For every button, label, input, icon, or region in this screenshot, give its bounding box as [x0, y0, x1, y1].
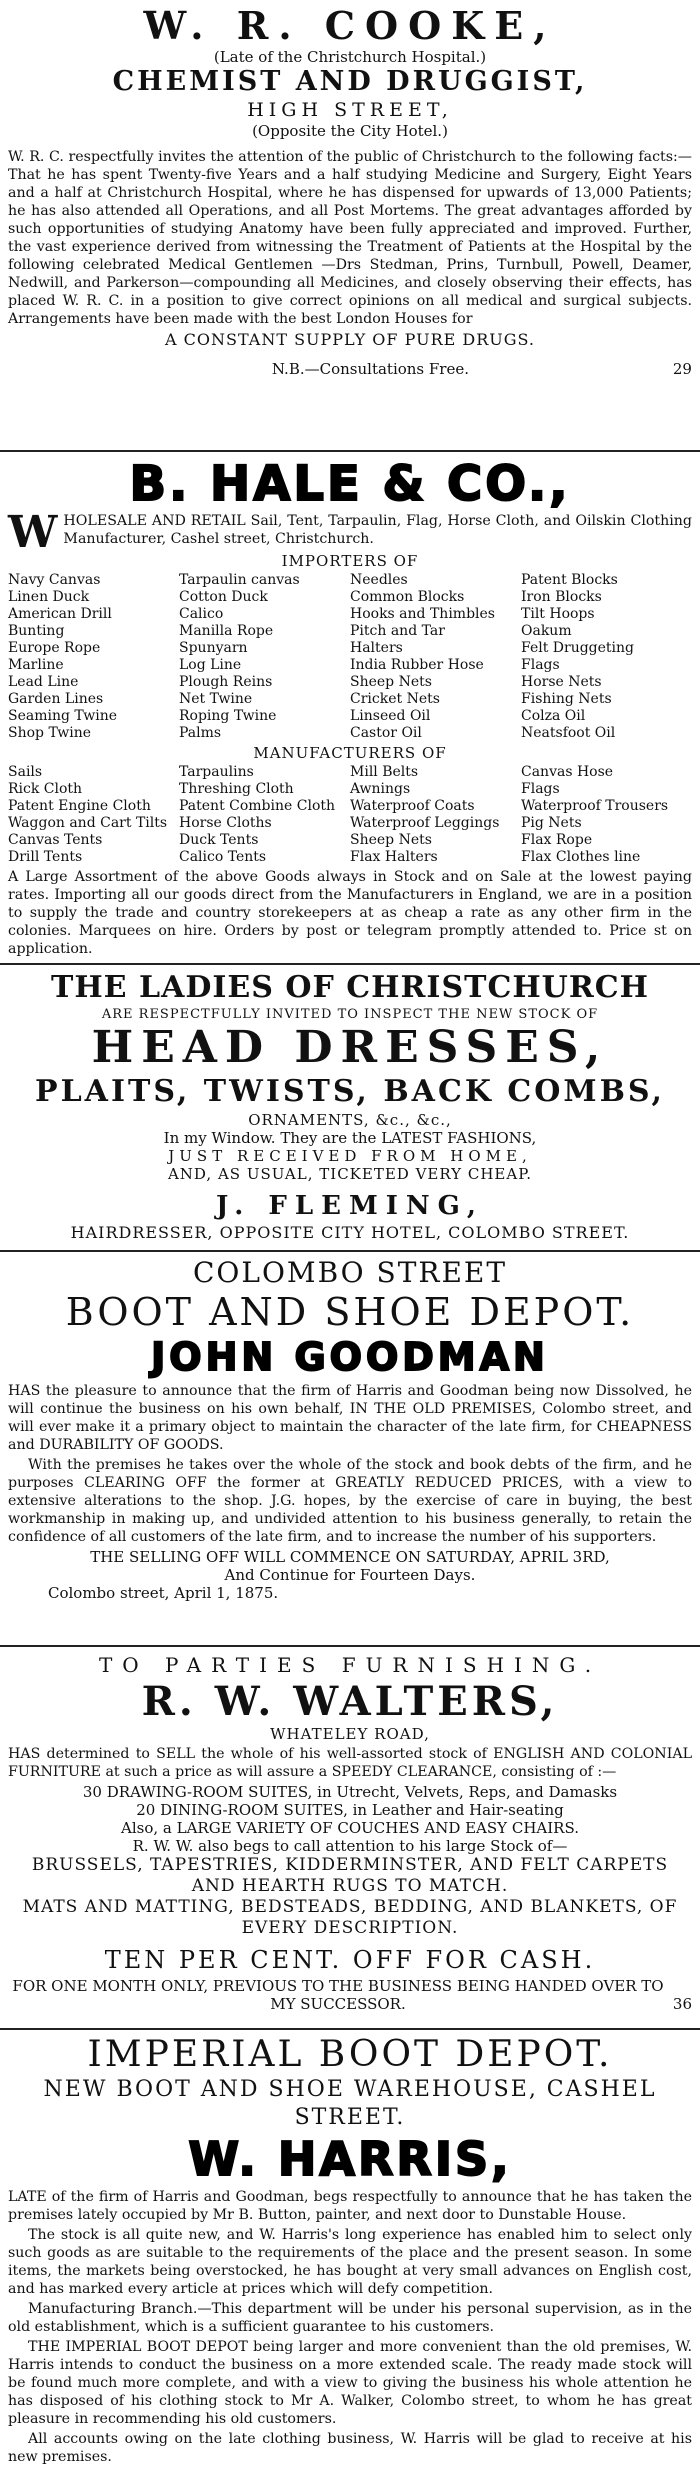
list-item: Roping Twine — [179, 708, 277, 724]
list-item: Drill Tents — [8, 849, 83, 865]
goodman-depot: BOOT AND SHOE DEPOT. — [65, 1290, 635, 1334]
list-item: Spunyarn — [179, 640, 248, 656]
walters-line1: 30 DRAWING-ROOM SUITES, in Utrecht, Velvets, Reps, and Damasks — [82, 1783, 618, 1801]
goodman-body1: HAS the pleasure to announce that the firm of Harris and Goodman being now Dissolved, he will continue the business on his own behalf, IN THE OLD PREMISES, Colombo street, and will ever make it a primary object to maintain the character of the late firm, for CHEAPNESS and DURABILITY OF GOODS. — [8, 1383, 692, 1453]
list-item: Pig Nets — [521, 815, 582, 831]
hale-manufacturers-col — [179, 764, 350, 866]
ad-cooke — [0, 0, 700, 452]
list-item: Tilt Hoops — [521, 606, 595, 622]
fleming-address: HAIRDRESSER, OPPOSITE CITY HOTEL, COLOMBO STREET. — [70, 1223, 630, 1242]
list-item: Castor Oil — [350, 725, 422, 741]
list-item: Horse Nets — [521, 674, 602, 690]
fleming-ticketed: AND, AS USUAL, TICKETED VERY CHEAP. — [167, 1165, 533, 1183]
list-item: Navy Canvas — [8, 572, 101, 588]
ad-goodman — [0, 1252, 700, 1647]
goodman-body2: With the premises he takes over the whole of the stock and book debts of the firm, and he purposes CLEARING OFF the former at GREATLY REDUCED PRICES, with a view to extensive alterations to the shop. J.G. hopes, by the exercise of care in buying, the best workmanship in making up, and undivided attention to his business generally, to retain the confidence of all customers of the late firm, and to increase the number of his supporters. — [8, 1457, 692, 1545]
list-item: Sheep Nets — [350, 674, 432, 690]
fleming-title: THE LADIES OF CHRISTCHURCH — [51, 970, 649, 1005]
hale-manufacturers-col — [8, 764, 179, 866]
list-item: Felt Druggeting — [521, 640, 635, 656]
harris-title: IMPERIAL BOOT DEPOT. — [87, 2034, 613, 2075]
list-item: Patent Blocks — [521, 572, 618, 588]
list-item: Colza Oil — [521, 708, 586, 724]
list-item: Sheep Nets — [350, 832, 432, 848]
hale-intro — [8, 507, 692, 558]
list-item: Hooks and Thimbles — [350, 606, 495, 622]
fleming-window: In my Window. They are the LATEST FASHIONS, — [163, 1129, 537, 1147]
harris-name: W. HARRIS, — [188, 2132, 512, 2186]
hale-importers-heading: IMPORTERS OF — [281, 552, 419, 570]
goodman-date: Colombo street, April 1, 1875. — [48, 1584, 279, 1602]
goodman-continue: And Continue for Fourteen Days. — [224, 1566, 476, 1584]
list-item: Duck Tents — [179, 832, 259, 848]
list-item: Rick Cloth — [8, 781, 83, 797]
list-item: Tarpaulin canvas — [179, 572, 300, 588]
walters-name: R. W. WALTERS, — [141, 1678, 559, 1725]
fleming-invite: ARE RESPECTFULLY INVITED TO INSPECT THE NEW STOCK OF — [101, 1007, 599, 1022]
hale-dropcap: W — [8, 507, 58, 558]
list-item: Linseed Oil — [350, 708, 431, 724]
list-item: Flax Clothes line — [521, 849, 641, 865]
harris-body2: The stock is all quite new, and W. Harris's long experience has enabled him to select only such goods as are suitable to the requirements of the place and the present season. In some items, the markets being overstocked, he has bought at very small advances on English cost, and has marked every article at prices which will defy competition. — [8, 2227, 692, 2297]
goodman-name: JOHN GOODMAN — [151, 1335, 549, 1379]
ad-hale — [0, 452, 700, 965]
harris-body3: Manufacturing Branch.—This department will be under his personal supervision, as in the old establishment, which is a sufficient guarantee to his customers. — [8, 2301, 692, 2335]
ad-walters — [0, 1647, 700, 2030]
list-item: Europe Rope — [8, 640, 101, 656]
hale-manufacturers-heading: MANUFACTURERS OF — [253, 744, 447, 762]
cooke-opposite: (Opposite the City Hotel.) — [252, 122, 448, 140]
harris-body4: THE IMPERIAL BOOT DEPOT being larger and more convenient than the old premises, W. Harris intends to conduct the business on a more extended scale. The ready made stock will be found much more complete, and with a view to giving the business his whole attention he has disposed of his clothing stock to Mr A. Walker, Colombo street, to whom he has great pleasure in recommending his old customers. — [8, 2339, 692, 2427]
walters-line2: 20 DINING-ROOM SUITES, in Leather and Hair-seating — [136, 1801, 564, 1819]
list-item: Mill Belts — [350, 764, 419, 780]
walters-mats: MATS AND MATTING, BEDSTEADS, BEDDING, AND BLANKETS, OF EVERY DESCRIPTION. — [22, 1897, 678, 1938]
harris-body5: All accounts owing on the late clothing business, W. Harris will be glad to receive at his new premises. — [8, 2431, 692, 2465]
list-item: Log Line — [179, 657, 242, 673]
list-item: Cricket Nets — [350, 691, 440, 707]
list-item: Oakum — [521, 623, 572, 639]
list-item: Palms — [179, 725, 222, 741]
list-item: Common Blocks — [350, 589, 465, 605]
hale-manufacturers-list — [8, 764, 692, 866]
list-item: Horse Cloths — [179, 815, 272, 831]
cooke-name: W. R. COOKE, — [143, 3, 557, 48]
list-item: Awnings — [350, 781, 411, 797]
cooke-ref: 29 — [672, 360, 692, 378]
hale-importers-col — [521, 572, 692, 742]
list-item: Waterproof Trousers — [521, 798, 669, 814]
list-item: Waterproof Leggings — [350, 815, 500, 831]
list-item: Manilla Rope — [179, 623, 274, 639]
cooke-late: (Late of the Christchurch Hospital.) — [213, 48, 487, 66]
list-item: American Drill — [8, 606, 112, 622]
list-item: Fishing Nets — [521, 691, 612, 707]
fleming-plaits: PLAITS, TWISTS, BACK COMBS, — [35, 1074, 665, 1109]
list-item: Waggon and Cart Tilts — [8, 815, 168, 831]
harris-sub: NEW BOOT AND SHOE WAREHOUSE, CASHEL STREET. — [43, 2077, 657, 2130]
list-item: Plough Reins — [179, 674, 273, 690]
list-item: Halters — [350, 640, 403, 656]
fleming-ornaments: ORNAMENTS, &c., &c., — [248, 1111, 452, 1129]
goodman-street: COLOMBO STREET — [192, 1256, 508, 1289]
list-item: Flags — [521, 657, 560, 673]
list-item: Shop Twine — [8, 725, 92, 741]
list-item: Iron Blocks — [521, 589, 602, 605]
list-item: India Rubber Hose — [350, 657, 484, 673]
list-item: Net Twine — [179, 691, 253, 707]
walters-body1: HAS determined to SELL the whole of his well-assorted stock of ENGLISH AND COLONIAL FURNITURE at such a price as will assure a SPEEDY CLEARANCE, consisting of :— — [8, 1746, 692, 1780]
cooke-body: W. R. C. respectfully invites the attention of the public of Christchurch to the following facts:—That he has spent Twenty-five Years and a half studying Medicine and Surgery, Eight Years and a half at Christchurch Hospital, where he has dispensed for upwards of 13,000 Patients; he has also attended all Operations, and all Post Mortems. The great advantages afforded by such opportunities of studying Anatomy have been fully appreciated and improved. Further, the vast experience derived from witnessing the Treatment of Patients at the Hospital by the following celebrated Medical Gentlemen —Drs Stedman, Prins, Turnbull, Powell, Deamer, Nedwill, and Parkerson—compounding all Medicines, and closely observing their effects, has placed W. R. C. in a position to give correct opinions on all medical and surgical subjects. Arrangements have been made with the best London Houses for — [8, 149, 692, 327]
list-item: Sails — [8, 764, 43, 780]
hale-manufacturers-col — [521, 764, 692, 866]
hale-body: A Large Assortment of the above Goods always in Stock and on Sale at the lowest paying rates. Importing all our goods direct from the Manufacturers in England, we are in a position to supply the trade and country storekeepers at as cheap a rate as any other firm in the colonies. Marquees on hire. Orders by post or telegram promptly attended to. Price st on application. — [8, 869, 692, 957]
list-item: Waterproof Coats — [350, 798, 475, 814]
cooke-street: HIGH STREET, — [247, 99, 453, 121]
harris-body1: LATE of the firm of Harris and Goodman, begs respectfully to announce that he has taken the premises lately occupied by Mr B. Button, painter, and next door to Dunstable House. — [8, 2189, 692, 2223]
hale-importers-list — [8, 572, 692, 742]
list-item: Flags — [521, 781, 560, 797]
list-item: Threshing Cloth — [179, 781, 294, 797]
list-item: Lead Line — [8, 674, 79, 690]
list-item: Marline — [8, 657, 64, 673]
walters-road: WHATELEY ROAD, — [270, 1725, 430, 1743]
list-item: Cotton Duck — [179, 589, 268, 605]
list-item: Tarpaulins — [179, 764, 254, 780]
list-item: Needles — [350, 572, 408, 588]
list-item: Seaming Twine — [8, 708, 118, 724]
list-item: Flax Rope — [521, 832, 593, 848]
list-item: Canvas Tents — [8, 832, 103, 848]
walters-carpets: BRUSSELS, TAPESTRIES, KIDDERMINSTER, AND FELT CARPETS AND HEARTH RUGS TO MATCH. — [31, 1855, 669, 1896]
hale-intro-text: HOLESALE AND RETAIL Sail, Tent, Tarpaulin, Flag, Horse Cloth, and Oilskin Clothing Manufacturer, Cashel street, Christchurch. — [63, 513, 692, 547]
list-item: Neatsfoot Oil — [521, 725, 616, 741]
hale-name: B. HALE & CO., — [129, 456, 571, 512]
hale-importers-col — [350, 572, 521, 742]
hale-importers-col — [179, 572, 350, 742]
fleming-head-dresses: HEAD DRESSES, — [91, 1022, 609, 1073]
list-item: Pitch and Tar — [350, 623, 445, 639]
walters-line3: Also, a LARGE VARIETY OF COUCHES AND EASY CHAIRS. — [121, 1819, 579, 1837]
list-item: Calico — [179, 606, 224, 622]
walters-line4: R. W. W. also begs to call attention to his large Stock of— — [132, 1837, 568, 1855]
hale-importers-col — [8, 572, 179, 742]
cooke-profession: CHEMIST AND DRUGGIST, — [112, 66, 588, 97]
list-item: Garden Lines — [8, 691, 104, 707]
list-item: Calico Tents — [179, 849, 267, 865]
list-item: Flax Halters — [350, 849, 438, 865]
list-item: Patent Combine Cloth — [179, 798, 336, 814]
walters-heading: TO PARTIES FURNISHING. — [98, 1653, 602, 1677]
list-item: Bunting — [8, 623, 65, 639]
walters-cash: TEN PER CENT. OFF FOR CASH. — [104, 1946, 596, 1974]
fleming-name: J. FLEMING, — [216, 1191, 484, 1221]
ad-fleming — [0, 965, 700, 1252]
fleming-received: JUST RECEIVED FROM HOME, — [168, 1147, 532, 1165]
hale-manufacturers-col — [350, 764, 521, 866]
ad-harris — [0, 2030, 700, 2474]
walters-month: FOR ONE MONTH ONLY, PREVIOUS TO THE BUSINESS BEING HANDED OVER TO MY SUCCESSOR. — [12, 1977, 664, 2013]
list-item: Canvas Hose — [521, 764, 614, 780]
cooke-nb: N.B.—Consultations Free. — [271, 360, 469, 378]
cooke-supply: A CONSTANT SUPPLY OF PURE DRUGS. — [165, 330, 535, 349]
list-item: Patent Engine Cloth — [8, 798, 151, 814]
list-item: Linen Duck — [8, 589, 90, 605]
walters-ref: 36 — [672, 1995, 692, 2013]
goodman-selling: THE SELLING OFF WILL COMMENCE ON SATURDAY, APRIL 3RD, — [90, 1548, 610, 1566]
